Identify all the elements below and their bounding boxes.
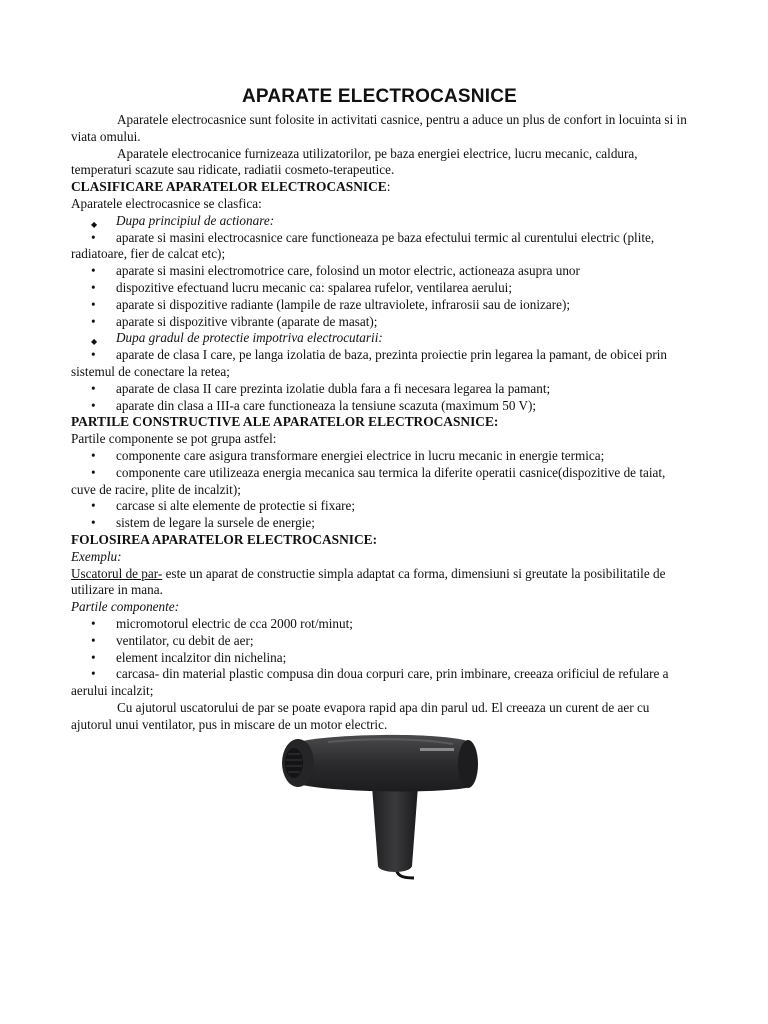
- parts-list: [71, 616, 688, 700]
- example-text: este un aparat de constructie simpla adaptat ca forma, dimensiuni si greutate la posibilitatile de utilizare in mana.: [71, 565, 666, 598]
- list-item: • sistem de legare la sursele de energie;: [71, 515, 688, 532]
- list-item: • componente care asigura transformare energiei electrice in lucru mecanic in energie termica;: [71, 448, 688, 465]
- section-heading-components: PARTILE CONSTRUCTIVE ALE APARATELOR ELECTROCASNICE:: [71, 414, 499, 430]
- list-item: • aparate si masini electrocasnice care functioneaza pe baza efectului termic al curentului electric (plite, radiatoare, fier de calcat etc);: [71, 230, 688, 264]
- example-paragraph: [71, 566, 688, 600]
- list-item: • aparate de clasa II care prezinta izolatie dubla fara a fi necesara legarea la pamant;: [71, 381, 688, 398]
- classification-lead: Aparatele electrocasnice se clasfica:: [71, 195, 262, 211]
- list-item: • aparate de clasa I care, pe langa izolatia de baza, prezinta proiectie prin legarea la pamant, de obicei prin sistemul de conectare la retea;: [71, 347, 688, 381]
- list-item: • componente care utilizeaza energia mecanica sau termica la diferite operatii casnice(dispozitive de taiat, cuve de racire, plite de incalzit);: [71, 465, 688, 499]
- list-item: • dispozitive efectuand lucru mecanic ca: spalarea rufelor, ventilarea aerului;: [71, 280, 688, 297]
- components-lead: Partile componente se pot grupa astfel:: [71, 431, 277, 447]
- document-page: [71, 86, 688, 733]
- list-item: • carcasa- din material plastic compusa din doua corpuri care, prin imbinare, creeaza orificiul de refulare a aerului incalzit;: [71, 666, 688, 700]
- classification-list: [71, 213, 688, 415]
- list-item: • aparate si dispozitive radiante (lampile de raze ultraviolete, infrarosii sau de ionizare);: [71, 297, 688, 314]
- example-term: Uscatorul de par-: [71, 565, 163, 581]
- list-item: • micromotorul electric de cca 2000 rot/minut;: [71, 616, 688, 633]
- heading-colon: :: [386, 179, 391, 195]
- list-item: • aparate si masini electromotrice care, folosind un motor electric, actioneaza asupra unor: [71, 263, 688, 280]
- section-heading-classification: [71, 179, 688, 196]
- list-item: • aparate si dispozitive vibrante (aparate de masat);: [71, 314, 688, 331]
- components-list: [71, 448, 688, 532]
- list-item: • carcase si alte elemente de protectie si fixare;: [71, 498, 688, 515]
- section-heading-text: CLASIFICARE APARATELOR ELECTROCASNICE: [71, 179, 387, 195]
- example-label: Exemplu:: [71, 548, 122, 564]
- parts-label: Partile componente:: [71, 599, 180, 615]
- criterion-item: ◆ Dupa gradul de protectie impotriva electrocutarii:: [71, 330, 688, 347]
- hair-dryer-image: [268, 728, 490, 880]
- intro-paragraph-1: Aparatele electrocasnice sunt folosite in activitati casnice, pentru a aduce un plus de confort in locuinta si in viata omului.: [71, 112, 687, 144]
- section-heading-usage: FOLOSIREA APARATELOR ELECTROCASNICE:: [71, 531, 378, 547]
- list-item: • aparate din clasa a III-a care functioneaza la tensiune scazuta (maximum 50 V);: [71, 398, 688, 415]
- hair-dryer-icon: [268, 728, 490, 880]
- closing-paragraph: Cu ajutorul uscatorului de par se poate evapora rapid apa din parul ud. El creeaza un curent de aer cu ajutorul unui ventilator, pus in miscare de un motor electric.: [71, 699, 650, 732]
- list-item: • element incalzitor din nichelina;: [71, 650, 688, 667]
- intro-paragraph-2: Aparatele electrocanice furnizeaza utilizatorilor, pe baza energiei electrice, lucru mecanic, caldura, temperaturi scazute sau ridicate, radiatii cosmeto-terapeutice.: [71, 145, 638, 178]
- criterion-item: ◆ Dupa principiul de actionare:: [71, 213, 688, 230]
- list-item: • ventilator, cu debit de aer;: [71, 633, 688, 650]
- page-title: APARATE ELECTROCASNICE: [242, 86, 517, 107]
